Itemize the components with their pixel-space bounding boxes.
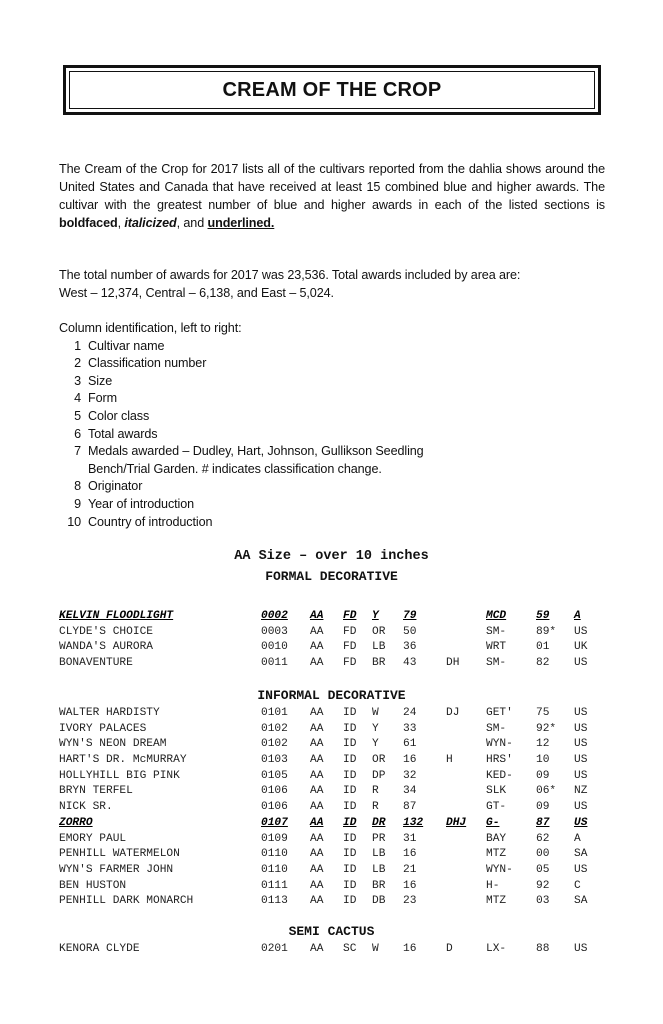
totals-line-2: West – 12,374, Central – 6,138, and East – 5,024. <box>59 286 334 300</box>
table-row <box>59 832 619 848</box>
cell-class: 0201 <box>261 943 288 955</box>
cell-color: BR <box>372 879 386 892</box>
cell-orig: SLK <box>486 785 507 798</box>
section-heading: SEMI CACTUS <box>288 924 375 939</box>
item-number: 6 <box>74 426 81 441</box>
column-identification-item <box>59 355 479 373</box>
cell-class: 0110 <box>261 863 288 876</box>
cell-form: ID <box>343 848 357 861</box>
cell-form: ID <box>343 785 357 798</box>
cell-country: US <box>574 769 588 782</box>
column-identification-item <box>59 514 479 532</box>
cell-color: LB <box>372 863 386 876</box>
cell-form: ID <box>343 769 357 782</box>
table-row <box>59 737 619 753</box>
intro-underline-word: underlined. <box>207 216 275 230</box>
intro-bold-word: boldfaced <box>59 216 118 230</box>
cell-total: 24 <box>403 707 417 719</box>
cell-name: PENHILL WATERMELON <box>59 848 180 861</box>
cell-class: 0106 <box>261 785 288 798</box>
column-identification-item <box>59 408 479 426</box>
item-number: 3 <box>74 373 81 388</box>
intro-paragraph <box>59 160 605 232</box>
intro-text: The Cream of the Crop for 2017 lists all of the cultivars reported from the dahlia shows around the United States and Canada that have received at least 15 combined blue and higher awards. The cultivar with the greatest number of blue and higher awards in each of the listed sections is <box>59 162 605 212</box>
cell-form: ID <box>343 754 357 767</box>
cell-orig: MCD <box>486 610 507 622</box>
cell-name: BEN HUSTON <box>59 879 127 892</box>
cell-class: 0113 <box>261 895 288 908</box>
cell-color: LB <box>372 848 386 861</box>
item-number: 10 <box>67 514 81 529</box>
cell-name: WANDA'S AURORA <box>59 641 153 654</box>
cell-orig: SM- <box>486 625 507 638</box>
cell-name: KENORA CLYDE <box>59 943 140 955</box>
cell-name: BRYN TERFEL <box>59 785 133 798</box>
cell-year: 01 <box>536 641 550 654</box>
title-box <box>63 65 601 115</box>
cell-name: WALTER HARDISTY <box>59 707 160 719</box>
section-table <box>59 706 619 910</box>
table-row <box>59 753 619 769</box>
cell-name: PENHILL DARK MONARCH <box>59 895 194 908</box>
cell-class: 0011 <box>261 657 288 670</box>
cell-class: 0107 <box>261 816 288 829</box>
cell-orig: KED- <box>486 769 513 782</box>
column-identification-item <box>59 426 479 444</box>
cell-color: BR <box>372 657 386 670</box>
cell-name: ZORRO <box>59 816 93 829</box>
cell-year: 06* <box>536 785 557 798</box>
cell-form: SC <box>343 943 357 955</box>
section-table <box>59 942 619 958</box>
cell-country: US <box>574 625 588 638</box>
cell-class: 0102 <box>261 722 288 735</box>
cell-total: 16 <box>403 754 417 767</box>
cell-color: Y <box>372 738 379 751</box>
cell-form: ID <box>343 707 357 719</box>
cell-color: PR <box>372 832 386 845</box>
cell-name: IVORY PALACES <box>59 722 147 735</box>
cell-medal: DJ <box>446 707 460 719</box>
cell-size: AA <box>310 863 324 876</box>
cell-name: BONAVENTURE <box>59 657 133 670</box>
item-text: Year of introduction <box>88 496 195 511</box>
table-row <box>59 894 619 910</box>
cell-country: US <box>574 707 588 719</box>
item-number: 9 <box>74 496 81 511</box>
cell-class: 0010 <box>261 641 288 654</box>
cell-size: AA <box>310 848 324 861</box>
cell-form: ID <box>343 879 357 892</box>
item-text: Country of introduction <box>88 514 213 529</box>
cell-country: US <box>574 816 588 829</box>
cell-medal: H <box>446 754 453 767</box>
cell-year: 00 <box>536 848 550 861</box>
cell-class: 0111 <box>261 879 288 892</box>
cell-orig: H- <box>486 879 500 892</box>
cell-name: HART'S DR. McMURRAY <box>59 754 187 767</box>
cell-form: ID <box>343 863 357 876</box>
intro-separator: , and <box>176 216 208 230</box>
cell-size: AA <box>310 657 324 670</box>
cell-orig: MTZ <box>486 895 507 908</box>
item-number: 5 <box>74 408 81 423</box>
column-identification-item <box>59 478 479 496</box>
cell-total: 31 <box>403 832 417 845</box>
cell-total: 32 <box>403 769 417 782</box>
table-row <box>59 879 619 895</box>
cell-form: FD <box>343 625 357 638</box>
cell-color: DB <box>372 895 386 908</box>
table-row-winner <box>59 609 619 625</box>
cell-year: 88 <box>536 943 550 955</box>
cell-country: US <box>574 863 588 876</box>
table-row <box>59 942 619 958</box>
cell-size: AA <box>310 722 324 735</box>
cell-total: 50 <box>403 625 417 638</box>
cell-name: KELVIN FLOODLIGHT <box>59 610 174 622</box>
cell-year: 82 <box>536 657 550 670</box>
cell-year: 89* <box>536 625 557 638</box>
cell-total: 33 <box>403 722 417 735</box>
cell-size: AA <box>310 785 324 798</box>
cell-year: 03 <box>536 895 550 908</box>
cell-year: 92* <box>536 722 557 735</box>
cell-form: FD <box>343 657 357 670</box>
cell-form: ID <box>343 801 357 814</box>
item-number: 1 <box>74 338 81 353</box>
table-row <box>59 847 619 863</box>
cell-medal: DH <box>446 657 460 670</box>
table-row <box>59 800 619 816</box>
cell-total: 34 <box>403 785 417 798</box>
cell-orig: SM- <box>486 722 507 735</box>
column-identification-item <box>59 390 479 408</box>
cell-country: US <box>574 801 588 814</box>
cell-country: US <box>574 943 588 955</box>
cell-total: 36 <box>403 641 417 654</box>
item-text: Form <box>88 391 117 406</box>
cell-year: 05 <box>536 863 550 876</box>
cell-size: AA <box>310 738 324 751</box>
table-row <box>59 625 619 641</box>
cell-class: 0105 <box>261 769 288 782</box>
cell-total: 87 <box>403 801 417 814</box>
cell-orig: BAY <box>486 832 507 845</box>
cell-total: 61 <box>403 738 417 751</box>
table-row <box>59 706 619 722</box>
column-identification <box>59 320 479 531</box>
cell-name: HOLLYHILL BIG PINK <box>59 769 180 782</box>
cell-orig: MTZ <box>486 848 507 861</box>
cell-total: 21 <box>403 863 417 876</box>
item-text: Size <box>88 373 113 388</box>
cell-color: Y <box>372 610 379 622</box>
item-text: Medals awarded – Dudley, Hart, Johnson, Gullikson Seedling Bench/Trial Garden. # indicates classification change. <box>88 444 424 476</box>
cell-country: US <box>574 754 588 767</box>
cell-orig: LX- <box>486 943 507 955</box>
cell-name: NICK SR. <box>59 801 113 814</box>
table-row <box>59 769 619 785</box>
cell-color: R <box>372 801 379 814</box>
cell-color: R <box>372 785 379 798</box>
cell-country: A <box>574 832 581 845</box>
cell-year: 09 <box>536 769 550 782</box>
cell-color: W <box>372 707 379 719</box>
cell-class: 0110 <box>261 848 288 861</box>
table-row <box>59 784 619 800</box>
cell-orig: WYN- <box>486 863 513 876</box>
item-text: Total awards <box>88 426 158 441</box>
intro-separator: , <box>117 216 125 230</box>
table-row <box>59 863 619 879</box>
cell-size: AA <box>310 943 324 955</box>
cell-size: AA <box>310 895 324 908</box>
cell-year: 12 <box>536 738 550 751</box>
cell-size: AA <box>310 832 324 845</box>
cell-class: 0103 <box>261 754 288 767</box>
item-text: Cultivar name <box>88 338 165 353</box>
cell-color: OR <box>372 754 386 767</box>
cell-form: ID <box>343 816 357 829</box>
column-identification-item <box>59 373 479 391</box>
cell-year: 92 <box>536 879 550 892</box>
cell-class: 0102 <box>261 738 288 751</box>
cell-size: AA <box>310 879 324 892</box>
cell-size: AA <box>310 769 324 782</box>
cell-size: AA <box>310 816 324 829</box>
cell-color: OR <box>372 625 386 638</box>
cell-color: DP <box>372 769 386 782</box>
table-row <box>59 656 619 672</box>
cell-country: US <box>574 722 588 735</box>
cell-country: US <box>574 657 588 670</box>
cell-name: CLYDE'S CHOICE <box>59 625 153 638</box>
title-box-inner <box>69 71 595 109</box>
size-heading: AA Size – over 10 inches <box>234 549 429 564</box>
item-text: Color class <box>88 408 150 423</box>
cell-total: 43 <box>403 657 417 670</box>
cell-year: 10 <box>536 754 550 767</box>
cell-color: W <box>372 943 379 955</box>
table-row <box>59 640 619 656</box>
section-table <box>59 609 619 672</box>
cell-orig: GET' <box>486 707 513 719</box>
cell-class: 0002 <box>261 610 288 622</box>
page-title: CREAM OF THE CROP <box>222 78 442 101</box>
item-text: Originator <box>88 479 143 494</box>
cell-size: AA <box>310 641 324 654</box>
table-row <box>59 722 619 738</box>
cell-year: 75 <box>536 707 550 719</box>
cell-total: 132 <box>403 816 424 829</box>
cell-total: 79 <box>403 610 417 622</box>
cell-country: SA <box>574 895 588 908</box>
item-number: 2 <box>74 356 81 371</box>
cell-orig: WRT <box>486 641 507 654</box>
cell-form: ID <box>343 832 357 845</box>
cell-orig: G- <box>486 816 500 829</box>
cell-size: AA <box>310 707 324 719</box>
column-identification-item <box>59 443 479 478</box>
cell-color: Y <box>372 722 379 735</box>
column-identification-heading: Column identification, left to right: <box>59 321 242 335</box>
cell-form: FD <box>343 641 357 654</box>
item-number: 4 <box>74 391 81 406</box>
cell-form: ID <box>343 738 357 751</box>
cell-orig: GT- <box>486 801 507 814</box>
cell-form: ID <box>343 722 357 735</box>
cell-size: AA <box>310 610 324 622</box>
cell-class: 0106 <box>261 801 288 814</box>
cell-name: WYN'S NEON DREAM <box>59 738 167 751</box>
cell-color: LB <box>372 641 386 654</box>
totals-line-1: The total number of awards for 2017 was 23,536. Total awards included by area are: <box>59 268 521 282</box>
cell-country: US <box>574 738 588 751</box>
item-number: 7 <box>74 444 81 459</box>
cell-class: 0101 <box>261 707 288 719</box>
cell-size: AA <box>310 625 324 638</box>
item-number: 8 <box>74 479 81 494</box>
cell-total: 16 <box>403 848 417 861</box>
cell-class: 0109 <box>261 832 288 845</box>
item-text: Classification number <box>88 356 207 371</box>
cell-year: 09 <box>536 801 550 814</box>
cell-total: 16 <box>403 879 417 892</box>
cell-form: FD <box>343 610 357 622</box>
column-identification-item <box>59 496 479 514</box>
cell-orig: HRS' <box>486 754 513 767</box>
cell-country: SA <box>574 848 588 861</box>
cell-orig: SM- <box>486 657 507 670</box>
section-heading: FORMAL DECORATIVE <box>265 569 398 584</box>
cell-medal: D <box>446 943 453 955</box>
cell-name: WYN'S FARMER JOHN <box>59 863 174 876</box>
cell-color: DR <box>372 816 386 829</box>
cell-total: 16 <box>403 943 417 955</box>
cell-year: 87 <box>536 816 550 829</box>
totals-paragraph <box>59 266 619 302</box>
cell-class: 0003 <box>261 625 288 638</box>
cell-country: A <box>574 610 581 622</box>
cell-size: AA <box>310 754 324 767</box>
intro-italic-word: italicized <box>124 216 177 230</box>
column-identification-item <box>59 338 479 356</box>
column-identification-list <box>59 338 479 532</box>
cell-country: NZ <box>574 785 588 798</box>
cell-orig: WYN- <box>486 738 513 751</box>
cell-name: EMORY PAUL <box>59 832 127 845</box>
cell-year: 62 <box>536 832 550 845</box>
section-heading: INFORMAL DECORATIVE <box>257 688 406 703</box>
cell-size: AA <box>310 801 324 814</box>
cell-country: C <box>574 879 581 892</box>
cell-year: 59 <box>536 610 550 622</box>
cell-country: UK <box>574 641 588 654</box>
cell-form: ID <box>343 895 357 908</box>
cell-medal: DHJ <box>446 816 467 829</box>
cell-total: 23 <box>403 895 417 908</box>
table-row-winner <box>59 816 619 832</box>
